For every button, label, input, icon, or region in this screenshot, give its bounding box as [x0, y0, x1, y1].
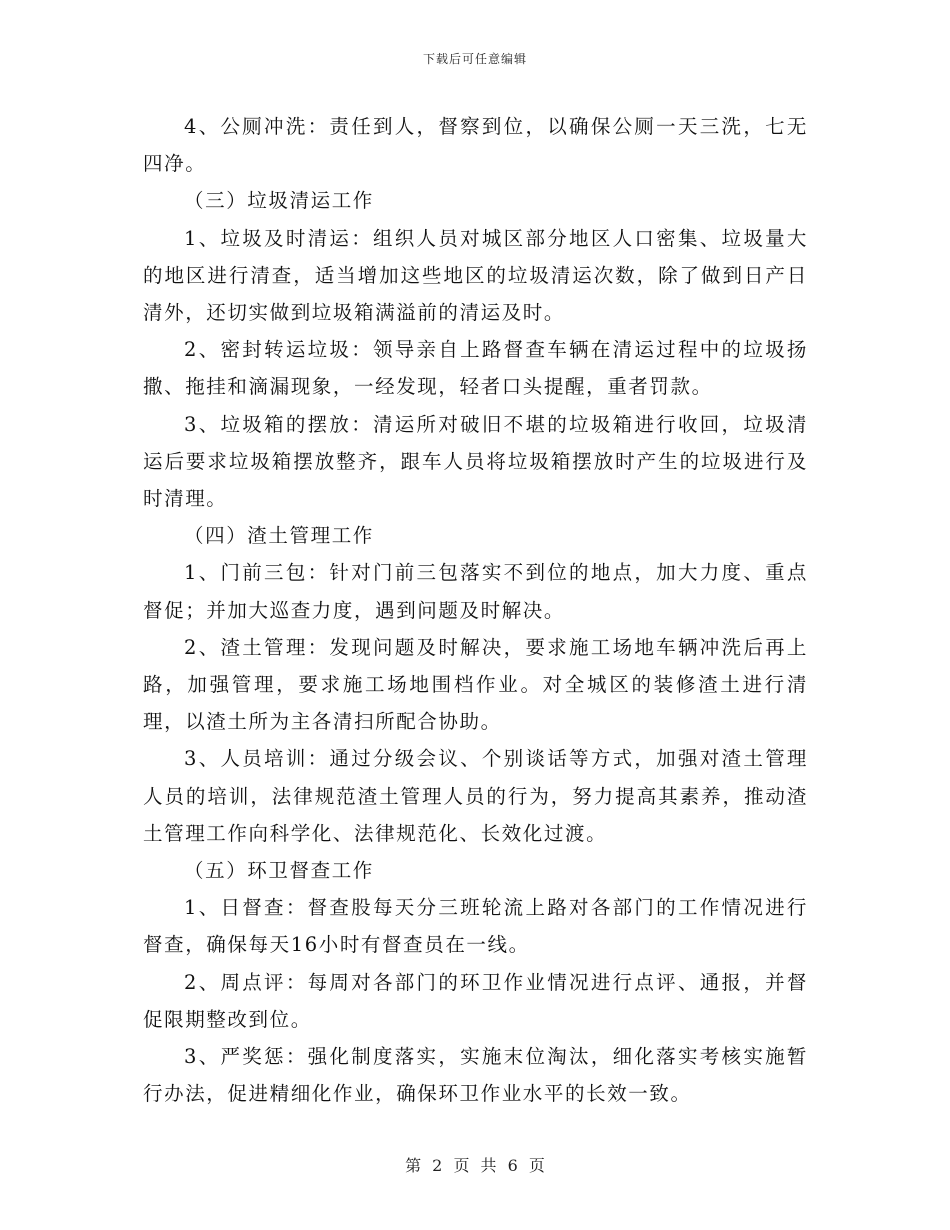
section-heading-muck-management: （四）渣土管理工作	[184, 524, 374, 548]
paragraph-weekly-review: 2、周点评：每周对各部门的环卫作业情况进行点评、通报，并督促限期整改到位。	[143, 970, 808, 1031]
paragraph-bin-placement: 3、垃圾箱的摆放：清运所对破旧不堪的垃圾箱进行收回，垃圾清运后要求垃圾箱摆放整齐，跟车人员将垃圾箱摆放时产生的垃圾进行及时清理。	[143, 412, 808, 511]
paragraph-muck-management: 2、渣土管理：发现问题及时解决，要求施工场地车辆冲洗后再上路，加强管理，要求施工场地围档作业。对全城区的装修渣土进行清理，以渣土所为主各清扫所配合协助。	[143, 635, 808, 734]
section-heading-sanitation-inspection: （五）环卫督查工作	[184, 859, 374, 883]
paragraph-staff-training: 3、人员培训：通过分级会议、个别谈话等方式，加强对渣土管理人员的培训，法律规范渣土管理人员的行为，努力提高其素养，推动渣土管理工作向科学化、法律规范化、长效化过渡。	[143, 747, 808, 845]
section-heading-garbage-removal: （三）垃圾清运工作	[184, 189, 374, 213]
paragraph-strict-rewards: 3、严奖惩：强化制度落实，实施末位淘汰，细化落实考核实施暂行办法，促进精细化作业，确保环卫作业水平的长效一致。	[143, 1045, 808, 1106]
page-header-note: 下载后可任意编辑	[422, 52, 527, 66]
document-body	[143, 108, 808, 1112]
page-number: 第 2 页 共 6 页	[405, 1156, 545, 1175]
paragraph-sealed-transport: 2、密封转运垃圾：领导亲自上路督查车辆在清运过程中的垃圾扬撒、拖挂和滴漏现象，一经发现，轻者口头提醒，重者罚款。	[143, 338, 808, 399]
paragraph-daily-inspection: 1、日督查：督查股每天分三班轮流上路对各部门的工作情况进行督查，确保每天16小时有督查员在一线。	[143, 896, 808, 957]
paragraph-toilet-flushing: 4、公厕冲洗：责任到人，督察到位，以确保公厕一天三洗，七无四净。	[143, 115, 808, 176]
paragraph-three-guarantees: 1、门前三包：针对门前三包落实不到位的地点，加大力度、重点督促；并加大巡查力度，遇到问题及时解决。	[143, 561, 808, 622]
paragraph-timely-garbage-removal: 1、垃圾及时清运：组织人员对城区部分地区人口密集、垃圾量大的地区进行清查，适当增加这些地区的垃圾清运次数，除了做到日产日清外，还切实做到垃圾箱满溢前的清运及时。	[143, 226, 808, 325]
